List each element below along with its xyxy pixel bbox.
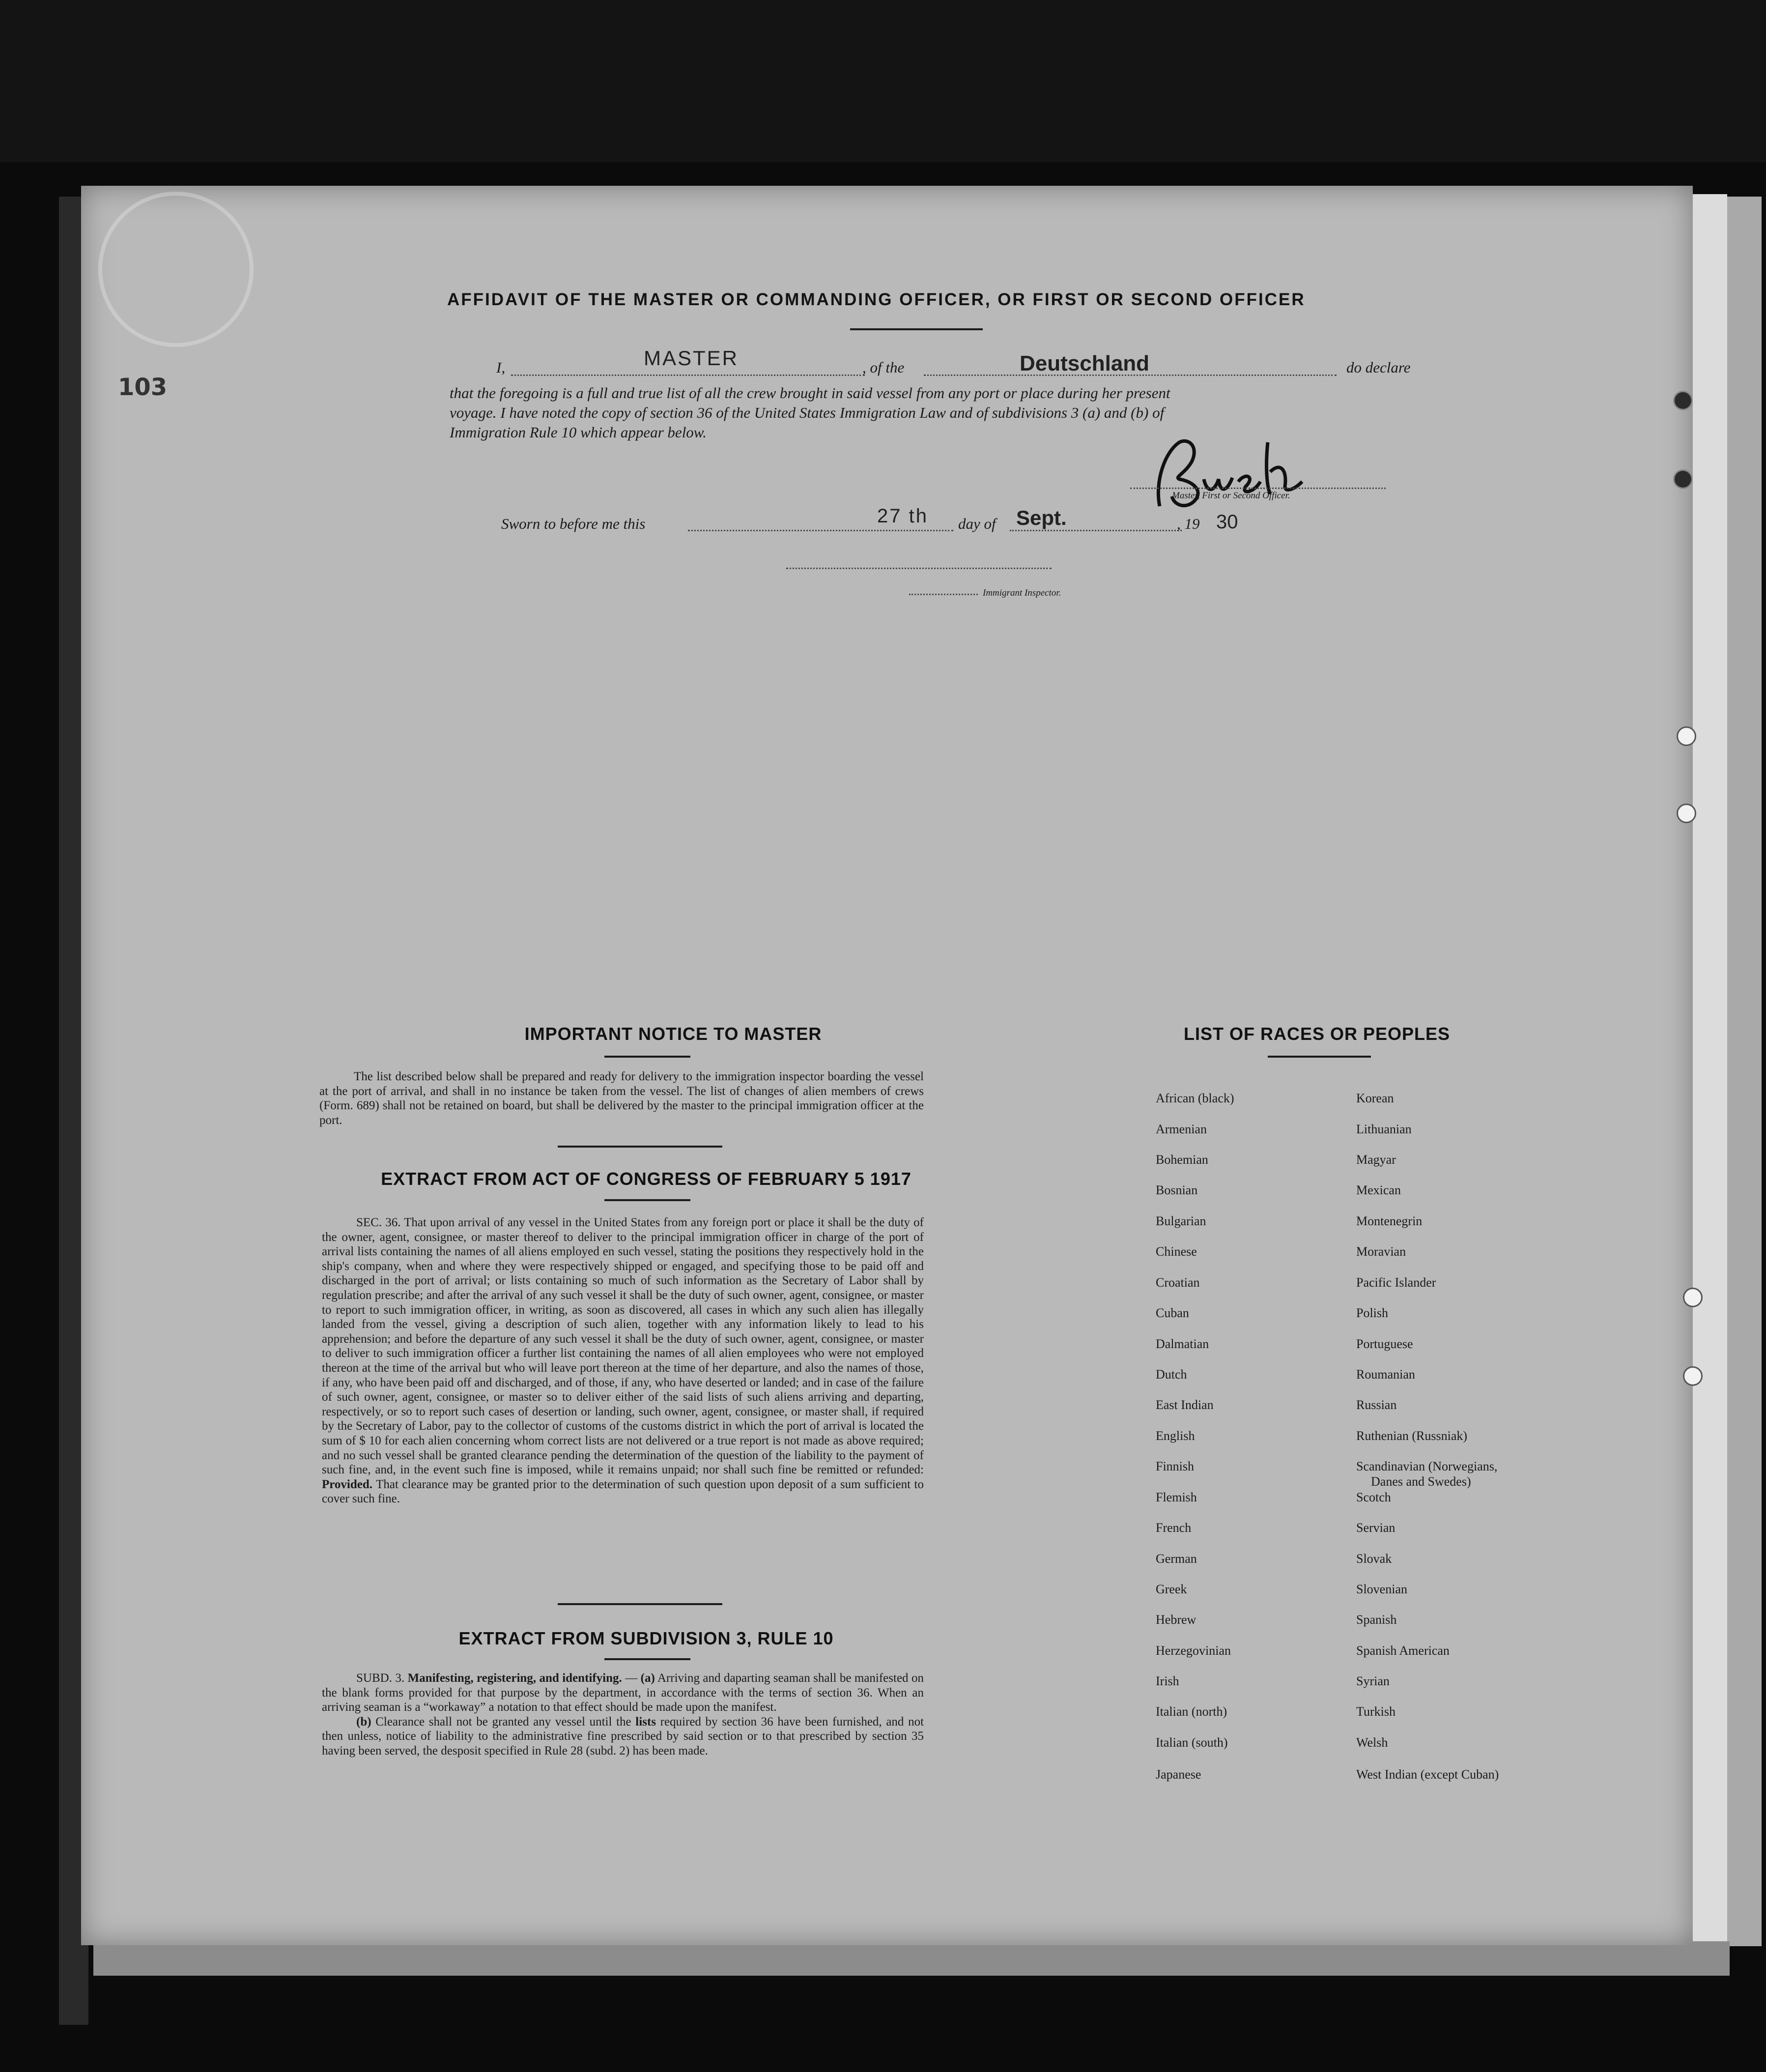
race-item: Scandinavian (Norwegians,	[1356, 1459, 1498, 1473]
rule-subd-prefix: SUBD. 3.	[356, 1671, 405, 1685]
sworn-year-prefix: , 19	[1177, 515, 1200, 532]
affidavit-title: AFFIDAVIT OF THE MASTER OR COMMANDING OFFICER, OR FIRST OR SECOND OFFICER	[447, 290, 1306, 309]
binder-hole	[1673, 469, 1693, 489]
notice-title: IMPORTANT NOTICE TO MASTER	[524, 1024, 822, 1044]
race-item: Welsh	[1356, 1735, 1388, 1750]
binder-hole	[1683, 1366, 1703, 1386]
declaration-do-declare: do declare	[1346, 359, 1411, 376]
act-separator	[558, 1603, 722, 1605]
act-extract-provided: Provided.	[322, 1477, 373, 1491]
race-item: Mexican	[1356, 1183, 1401, 1197]
race-item: Hebrew	[1156, 1612, 1196, 1627]
race-item-continuation: Danes and Swedes)	[1371, 1474, 1471, 1489]
races-rule	[1268, 1056, 1371, 1058]
race-item: Irish	[1156, 1674, 1179, 1688]
race-item: East Indian	[1156, 1398, 1214, 1412]
race-item: West Indian (except Cuban)	[1356, 1767, 1499, 1782]
rule-extract-title: EXTRACT FROM SUBDIVISION 3, RULE 10	[458, 1628, 834, 1648]
rule-text-b-lists: lists	[635, 1715, 656, 1728]
declaration-line4: Immigration Rule 10 which appear below.	[450, 424, 707, 441]
inspector-line-short	[909, 594, 978, 595]
race-item: Slovenian	[1356, 1582, 1407, 1596]
embossed-seal	[98, 192, 254, 347]
act-extract-paragraph	[322, 1215, 924, 1506]
page-edge-right	[1690, 194, 1727, 1944]
race-item: Flemish	[1156, 1490, 1197, 1504]
sworn-month-value: Sept.	[1016, 506, 1067, 529]
race-item: Lithuanian	[1356, 1122, 1412, 1136]
race-item: Korean	[1356, 1091, 1394, 1105]
notice-text	[319, 1069, 924, 1127]
rule-text-b2: required by section 36 have been furnished, and not then unless, notice of liability to the administrative fine prescribed by said section or to that prescribed by section 35 having been served, the desposit specified in Rule 28 (subd. 2) has been made.	[322, 1715, 924, 1757]
race-item: Syrian	[1356, 1674, 1390, 1688]
race-item: Croatian	[1156, 1275, 1200, 1290]
rule-label-a: (a)	[640, 1671, 655, 1685]
race-item: Finnish	[1156, 1459, 1195, 1473]
film-top-border	[0, 0, 1766, 162]
race-item: Pacific Islander	[1356, 1275, 1436, 1290]
declaration-i: I,	[496, 359, 506, 376]
page-code: 103	[118, 374, 168, 401]
race-item: Scotch	[1356, 1490, 1391, 1504]
act-extract-proviso: That clearance may be granted prior to the determination of such question upon deposit of a sum sufficient to cover such fine.	[322, 1477, 924, 1506]
rule-extract-text	[322, 1671, 924, 1758]
race-item: Cuban	[1156, 1306, 1189, 1320]
race-item: Russian	[1356, 1398, 1397, 1412]
rule-extract-rule	[604, 1658, 690, 1660]
inspector-caption: Immigrant Inspector.	[983, 588, 1061, 598]
race-item: Montenegrin	[1356, 1214, 1423, 1228]
race-item: Polish	[1356, 1306, 1389, 1320]
race-item: Japanese	[1156, 1767, 1201, 1782]
signature-line	[1130, 488, 1386, 489]
rule-paragraph-a	[322, 1671, 924, 1715]
race-item: Bosnian	[1156, 1183, 1198, 1197]
race-item: Herzegovinian	[1156, 1643, 1231, 1658]
rule-text-b1: Clearance shall not be granted any vessel until the	[375, 1715, 631, 1728]
sworn-year-suffix: 30	[1216, 511, 1238, 533]
race-item: Chinese	[1156, 1244, 1197, 1259]
race-item: Italian (north)	[1156, 1704, 1227, 1719]
notice-separator	[558, 1146, 722, 1148]
sworn-prefix: Sworn to before me this	[501, 515, 646, 532]
page-edge-bottom	[93, 1941, 1730, 1976]
race-item: Bohemian	[1156, 1152, 1208, 1167]
race-item: Armenian	[1156, 1122, 1207, 1136]
rule-label-b: (b)	[356, 1715, 371, 1728]
declarant-value: MASTER	[644, 346, 739, 370]
race-item: French	[1156, 1521, 1192, 1535]
rule-subd-heading: Manifesting, registering, and identifying.	[407, 1671, 622, 1685]
race-item: Spanish American	[1356, 1643, 1450, 1658]
declaration-line3: voyage. I have noted the copy of section 36 of the United States Immigration Law and of subdivisions 3 (a) and (b) of	[450, 404, 1165, 421]
sworn-month-line	[1010, 530, 1182, 531]
inspector-line	[786, 568, 1052, 569]
race-item: Italian (south)	[1156, 1735, 1228, 1750]
rule-subd-dash: —	[622, 1671, 641, 1685]
title-rule	[850, 328, 983, 330]
race-item: Greek	[1156, 1582, 1187, 1596]
race-item: German	[1156, 1552, 1197, 1566]
race-item: Dalmatian	[1156, 1337, 1209, 1351]
race-item: Turkish	[1356, 1704, 1396, 1719]
race-item: Bulgarian	[1156, 1214, 1206, 1228]
race-item: Spanish	[1356, 1612, 1397, 1627]
race-item: Slovak	[1356, 1552, 1392, 1566]
notice-paragraph: The list described below shall be prepared and ready for delivery to the immigration inspector boarding the vessel at the port of arrival, and shall in no instance be taken from the vessel. The list of changes of alien members of crews (Form. 689) shall not be retained on board, but shall be delivered by the master to the principal immigration officer at the port.	[319, 1070, 924, 1127]
declaration-line2: that the foregoing is a full and true list of all the crew brought in said vessel from any port or place during her present	[450, 384, 1170, 402]
races-title: LIST OF RACES OR PEOPLES	[1183, 1024, 1451, 1044]
race-item: Portuguese	[1356, 1337, 1413, 1351]
vessel-value: Deutschland	[1020, 351, 1150, 375]
act-extract-rule	[604, 1199, 690, 1201]
act-extract-text	[322, 1215, 924, 1506]
rule-text-a: Arriving and daparting seaman shall be manifested on the blank forms provided for that purpose by the department, in accordance with the terms of section 36. When an arriving seaman is a “workaway” a notation to that effect should be made upon the manifest.	[322, 1671, 924, 1714]
act-extract-body: SEC. 36. That upon arrival of any vessel in the United States from any foreign port or place it shall be the duty of the owner, agent, consignee, or master thereof to deliver to the principal immigration officer in charge of the port of arrival lists containing the names of all aliens employed en such vessel, stating the positions they respectively hold in the ship's company, when and where they were respectively shipped or engaged, and specifying those to be paid off and discharged in the port of arrival; or lists containing so much of such information as the Secretary of Labor shall by regulation prescribe; and after the arrival of any such vessel it shall be the duty of such owner, agent, consignee, or master to report to such immigration officer, in writing, as soon as discovered, all cases in which any such alien has illegally landed from the vessel, giving a description of such alien, together with any information likely to lead to his apprehension; and before the departure of any such vessel it shall be the duty of such owner, agent, consignee, or master to deliver to such immigration officer a further list containing the names of all alien employees who were not employed thereon at the time of the arrival but who will leave port thereon at the time of her departure, and also the names of those, if any, who have been paid off and discharged, and of those, if any, who have deserted or landed; and in case of the failure of such owner, agent, consignee, or master so to deliver either of the said lists of such aliens arriving and departing, respectively, or so to report such cases of desertion or landing, such owner, agent, consignee, or master shall, if required by the Secretary of Labor, pay to the collector of customs of the customs district in which the port of arrival is located the sum of $ 10 for each alien concerning whom correct lists are not delivered or a true report is not made as above required; and no such vessel shall be granted clearance pending the determination of the question of the liability to the payment of such fine, and, in the event such fine is imposed, while it remains unpaid; nor shall such fine be remitted or refunded:	[322, 1216, 924, 1477]
binder-hole	[1677, 726, 1696, 746]
race-item: African (black)	[1156, 1091, 1234, 1105]
race-item: Ruthenian (Russniak)	[1356, 1429, 1468, 1443]
binder-hole	[1683, 1288, 1703, 1307]
sworn-day-of: day of	[958, 515, 996, 532]
binder-hole	[1677, 804, 1696, 823]
race-item: Dutch	[1156, 1367, 1187, 1381]
declarant-line	[511, 374, 865, 376]
race-item: Servian	[1356, 1521, 1396, 1535]
race-item: Moravian	[1356, 1244, 1406, 1259]
race-item: Magyar	[1356, 1152, 1396, 1167]
declaration-of-the: , of the	[862, 359, 905, 376]
notice-rule	[604, 1056, 690, 1058]
signature-caption: Master, First or Second Officer.	[1172, 490, 1290, 501]
rule-paragraph-b	[322, 1715, 924, 1758]
act-extract-title: EXTRACT FROM ACT OF CONGRESS OF FEBRUARY 5 1917	[381, 1169, 911, 1189]
sworn-day-value: 27 th	[877, 505, 928, 527]
binder-hole	[1673, 391, 1693, 410]
race-item: English	[1156, 1429, 1195, 1443]
page-edge-back	[1727, 197, 1762, 1946]
sworn-day-line	[688, 530, 953, 531]
race-item: Roumanian	[1356, 1367, 1415, 1381]
